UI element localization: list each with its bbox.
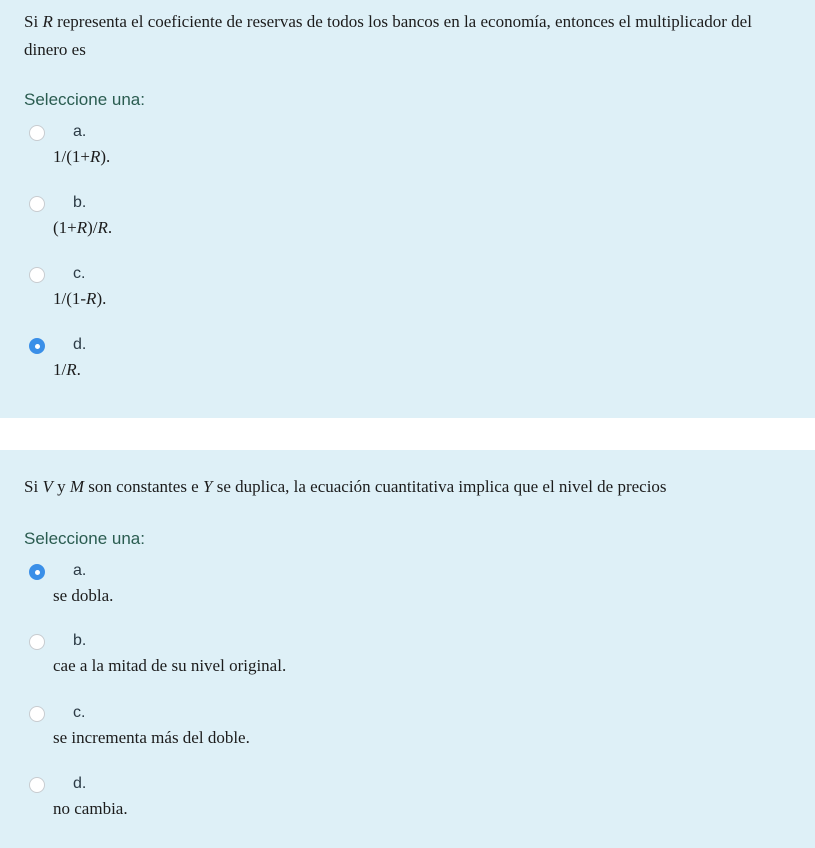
option-answer: se dobla. (53, 586, 114, 605)
option-d[interactable] (0, 777, 815, 837)
radio-button[interactable] (29, 267, 45, 283)
radio-button-selected[interactable] (29, 564, 45, 580)
option-letter: b. (73, 194, 87, 211)
option-letter: c. (73, 265, 86, 282)
option-b[interactable] (0, 196, 815, 256)
option-answer: 1/(1-R). (53, 289, 107, 308)
option-b[interactable] (0, 634, 815, 694)
option-letter: d. (73, 775, 87, 792)
option-c[interactable] (0, 706, 815, 766)
option-letter: c. (73, 704, 86, 721)
option-letter: a. (73, 562, 87, 579)
radio-button[interactable] (29, 777, 45, 793)
radio-button-selected[interactable] (29, 338, 45, 354)
radio-button[interactable] (29, 125, 45, 141)
option-answer: 1/R. (53, 360, 81, 379)
option-answer: (1+R)/R. (53, 218, 113, 237)
question-2 (0, 450, 815, 848)
option-d[interactable] (0, 338, 815, 398)
select-prompt: Seleccione una: (24, 90, 145, 109)
option-letter: b. (73, 632, 87, 649)
option-answer: 1/(1+R). (53, 147, 111, 166)
select-prompt: Seleccione una: (24, 529, 145, 548)
radio-button[interactable] (29, 634, 45, 650)
option-a[interactable] (0, 564, 815, 624)
option-a[interactable] (0, 125, 815, 185)
option-letter: a. (73, 123, 87, 140)
radio-button[interactable] (29, 196, 45, 212)
option-c[interactable] (0, 267, 815, 327)
option-answer: no cambia. (53, 799, 128, 818)
option-answer: cae a la mitad de su nivel original. (53, 656, 287, 675)
option-letter: d. (73, 336, 87, 353)
radio-button[interactable] (29, 706, 45, 722)
option-answer: se incrementa más del doble. (53, 728, 250, 747)
question-text: Si R representa el coeficiente de reservas de todos los bancos en la economía, entonces el multiplicador del dinero es (24, 12, 752, 59)
question-1 (0, 0, 815, 418)
question-text: Si V y M son constantes e Y se duplica, la ecuación cuantitativa implica que el nivel de precios (24, 477, 667, 496)
